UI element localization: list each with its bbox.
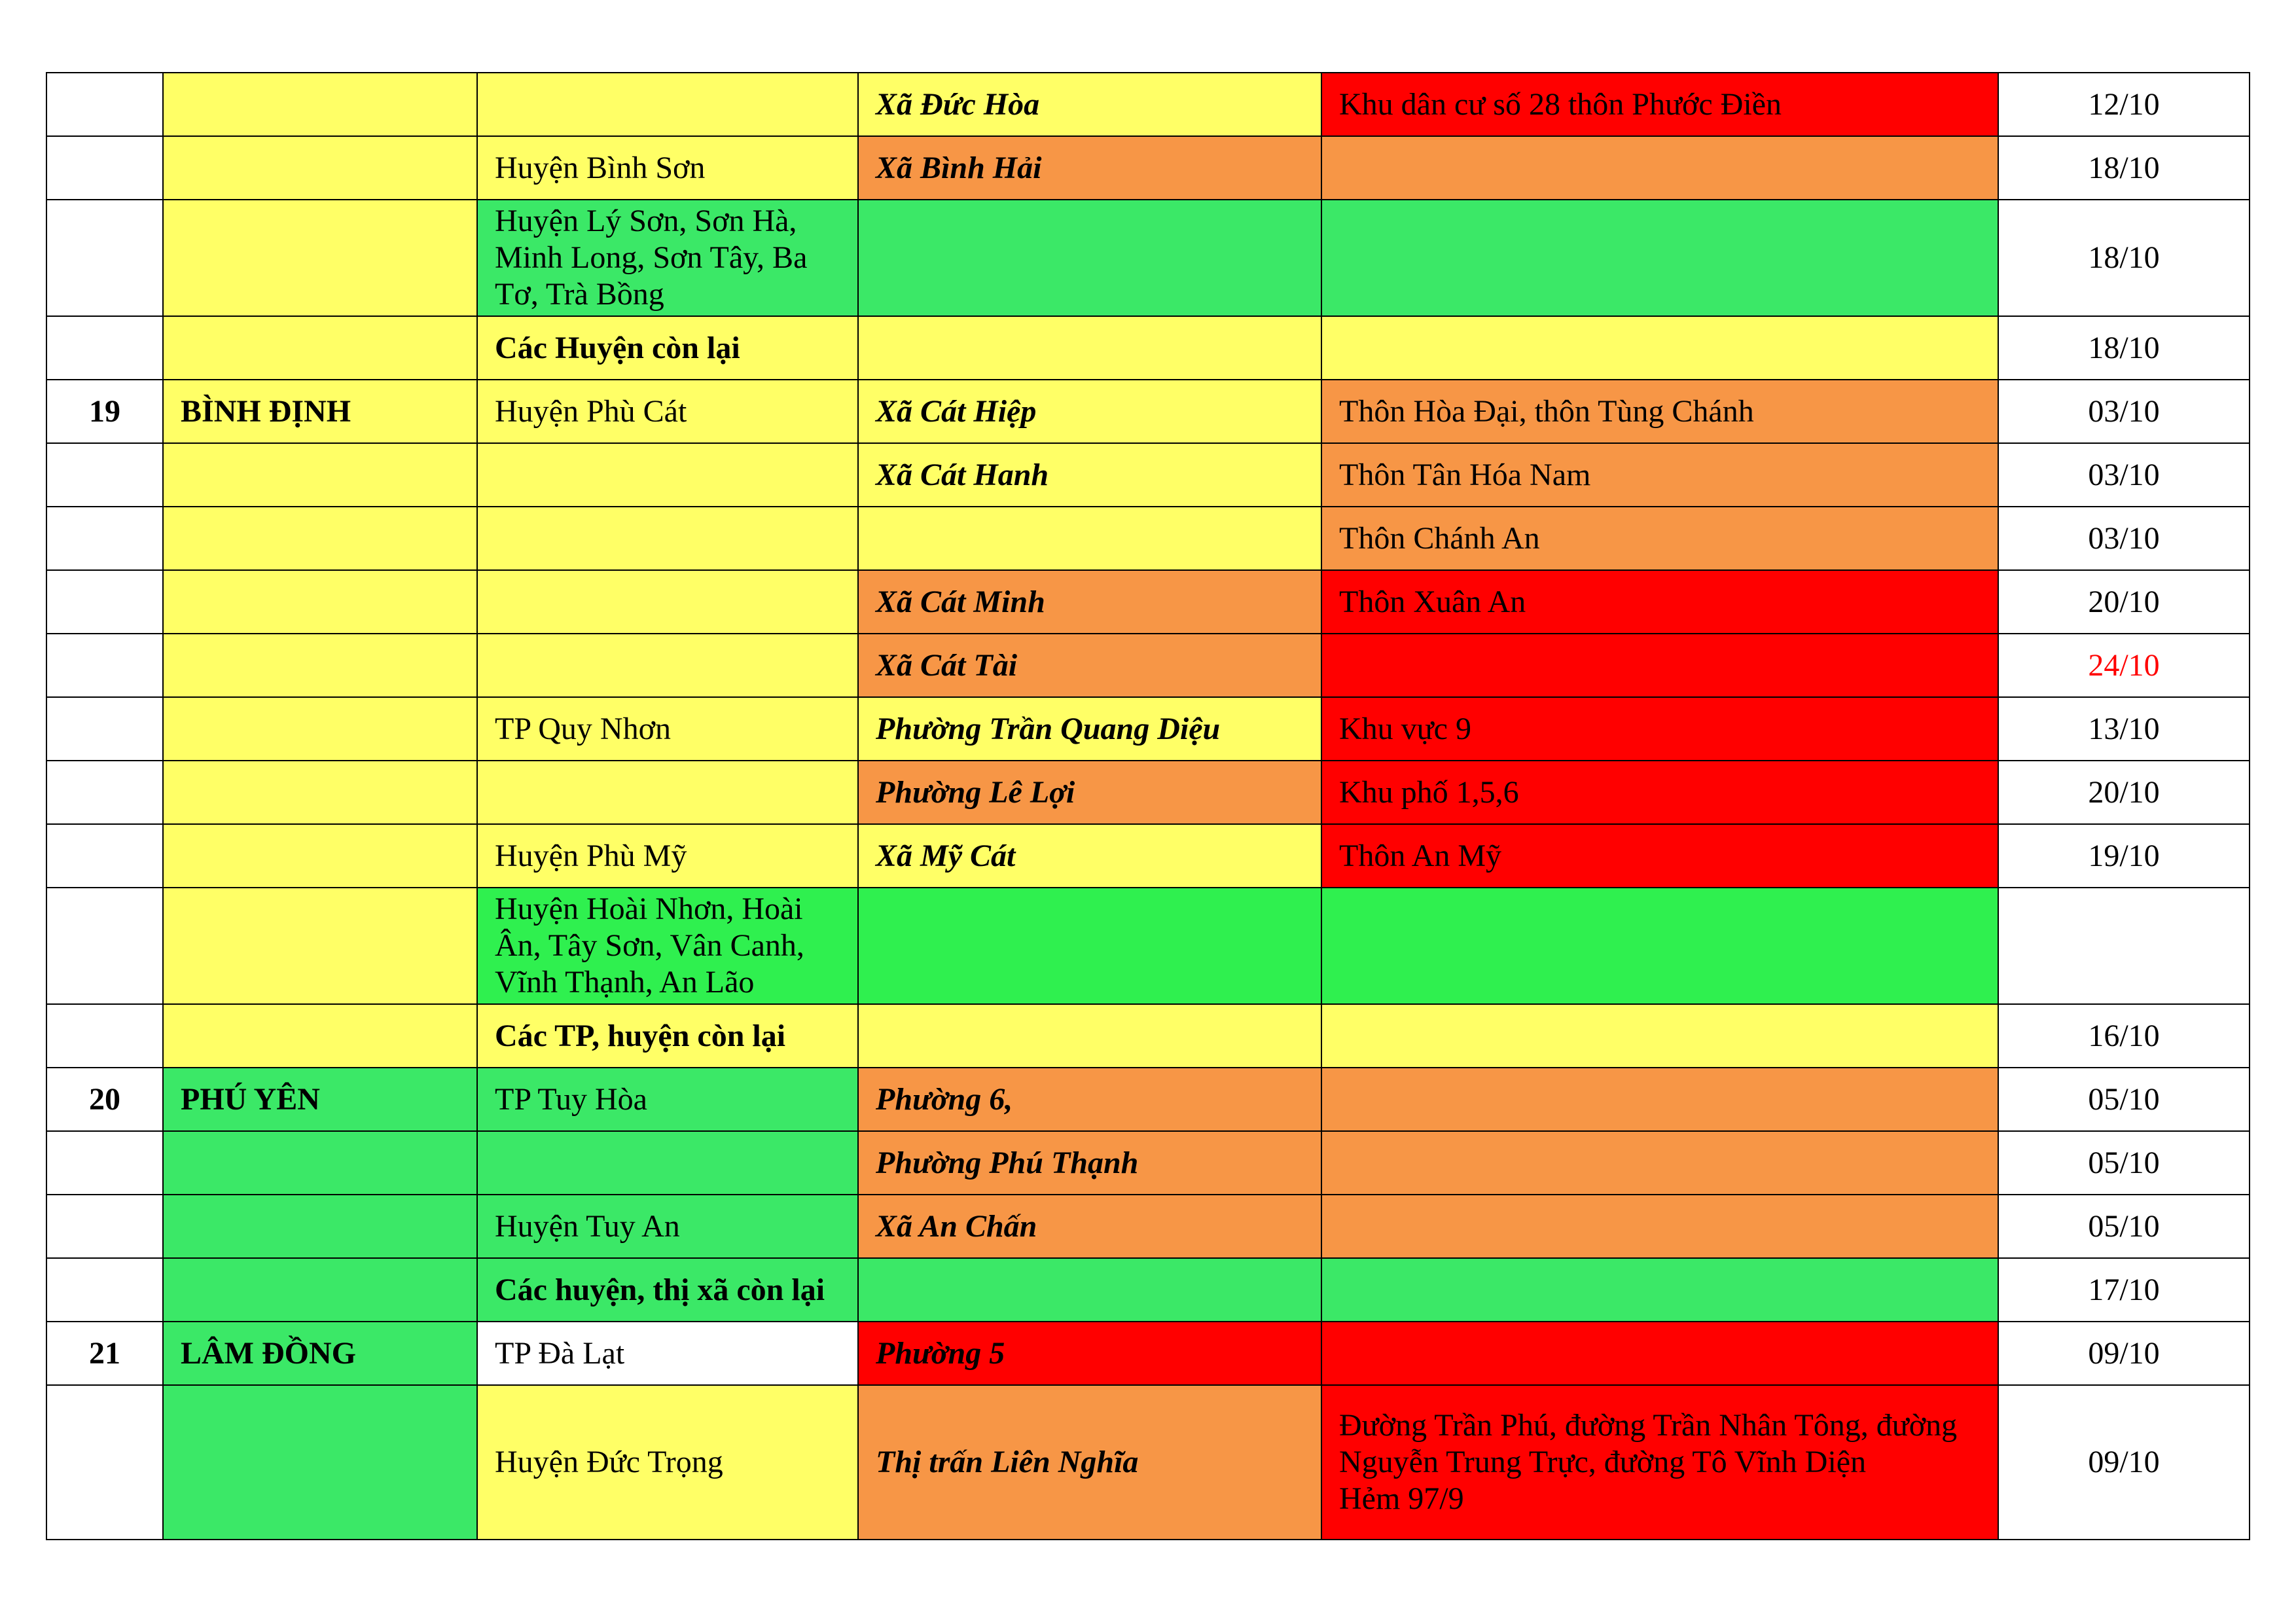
area-cell (1321, 1258, 1998, 1322)
table-row (46, 697, 2250, 761)
area-cell: Khu dân cư số 28 thôn Phước Điền (1321, 73, 1998, 136)
area-cell: Khu phố 1,5,6 (1321, 761, 1998, 824)
date-cell: 19/10 (1998, 824, 2250, 888)
date-cell: 03/10 (1998, 380, 2250, 443)
commune-cell: Xã Đức Hòa (858, 73, 1321, 136)
province-cell (163, 1131, 477, 1195)
area-cell: Thôn Tân Hóa Nam (1321, 443, 1998, 507)
table-row (46, 380, 2250, 443)
commune-cell: Phường Trần Quang Diệu (858, 697, 1321, 761)
stt-cell (46, 73, 163, 136)
stt-cell (46, 507, 163, 570)
table-row (46, 1258, 2250, 1322)
area-cell (1321, 200, 1998, 316)
district-cell (477, 73, 858, 136)
district-cell: Huyện Phù Mỹ (477, 824, 858, 888)
date-cell: 09/10 (1998, 1322, 2250, 1385)
date-cell: 05/10 (1998, 1195, 2250, 1258)
area-cell: Thôn Chánh An (1321, 507, 1998, 570)
date-cell: 09/10 (1998, 1385, 2250, 1540)
district-cell: Huyện Hoài Nhơn, Hoài Ân, Tây Sơn, Vân Canh, Vĩnh Thạnh, An Lão (477, 888, 858, 1004)
province-cell (163, 73, 477, 136)
province-cell (163, 200, 477, 316)
stt-cell (46, 1258, 163, 1322)
area-cell: Thôn Hòa Đại, thôn Tùng Chánh (1321, 380, 1998, 443)
area-cell: Thôn An Mỹ (1321, 824, 1998, 888)
province-cell (163, 136, 477, 200)
province-cell: LÂM ĐỒNG (163, 1322, 477, 1385)
stt-cell (46, 316, 163, 380)
area-cell (1321, 1068, 1998, 1131)
province-cell (163, 570, 477, 634)
district-cell (477, 634, 858, 697)
commune-cell (858, 888, 1321, 1004)
date-cell (1998, 888, 2250, 1004)
stt-cell (46, 697, 163, 761)
area-cell (1321, 316, 1998, 380)
commune-cell: Phường 5 (858, 1322, 1321, 1385)
table-row (46, 1195, 2250, 1258)
district-cell (477, 1131, 858, 1195)
province-cell (163, 824, 477, 888)
province-cell (163, 697, 477, 761)
date-cell: 03/10 (1998, 443, 2250, 507)
district-cell: Huyện Lý Sơn, Sơn Hà, Minh Long, Sơn Tây, Ba Tơ, Trà Bồng (477, 200, 858, 316)
date-cell: 16/10 (1998, 1004, 2250, 1068)
area-cell: Khu vực 9 (1321, 697, 1998, 761)
stt-cell (46, 443, 163, 507)
table-row (46, 1068, 2250, 1131)
province-cell (163, 507, 477, 570)
province-cell (163, 761, 477, 824)
district-cell: Huyện Bình Sơn (477, 136, 858, 200)
commune-cell: Thị trấn Liên Nghĩa (858, 1385, 1321, 1540)
province-cell (163, 888, 477, 1004)
area-cell (1321, 1131, 1998, 1195)
stt-cell: 21 (46, 1322, 163, 1385)
table-row (46, 570, 2250, 634)
province-cell (163, 1385, 477, 1540)
table-row (46, 761, 2250, 824)
commune-cell: Xã Cát Tài (858, 634, 1321, 697)
date-cell: 20/10 (1998, 761, 2250, 824)
table-row (46, 1004, 2250, 1068)
commune-cell (858, 1258, 1321, 1322)
area-cell (1321, 1322, 1998, 1385)
district-cell: Các Huyện còn lại (477, 316, 858, 380)
district-cell: Huyện Tuy An (477, 1195, 858, 1258)
table-row (46, 1131, 2250, 1195)
stt-cell (46, 1385, 163, 1540)
commune-cell (858, 507, 1321, 570)
commune-cell: Xã Cát Minh (858, 570, 1321, 634)
stt-cell (46, 136, 163, 200)
table-row (46, 824, 2250, 888)
province-cell: BÌNH ĐỊNH (163, 380, 477, 443)
district-cell: Các TP, huyện còn lại (477, 1004, 858, 1068)
province-cell (163, 443, 477, 507)
table-row (46, 1385, 2250, 1540)
table-row (46, 73, 2250, 136)
province-cell (163, 316, 477, 380)
stt-cell (46, 888, 163, 1004)
date-cell: 24/10 (1998, 634, 2250, 697)
date-cell: 03/10 (1998, 507, 2250, 570)
district-cell (477, 570, 858, 634)
district-cell: TP Quy Nhơn (477, 697, 858, 761)
date-cell: 18/10 (1998, 200, 2250, 316)
table-row (46, 136, 2250, 200)
stt-cell (46, 634, 163, 697)
commune-cell (858, 316, 1321, 380)
area-cell: Thôn Xuân An (1321, 570, 1998, 634)
area-cell (1321, 888, 1998, 1004)
area-cell (1321, 136, 1998, 200)
stt-cell (46, 1131, 163, 1195)
district-cell (477, 507, 858, 570)
commune-cell: Xã An Chấn (858, 1195, 1321, 1258)
commune-cell (858, 200, 1321, 316)
table-row (46, 443, 2250, 507)
area-line: Hẻm 97/9 (1339, 1481, 1464, 1516)
commune-cell (858, 1004, 1321, 1068)
stt-cell (46, 824, 163, 888)
table-row (46, 888, 2250, 1004)
date-cell: 05/10 (1998, 1131, 2250, 1195)
table-row (46, 200, 2250, 316)
district-cell (477, 443, 858, 507)
area-cell (1321, 1385, 1998, 1540)
stt-cell: 20 (46, 1068, 163, 1131)
table-row (46, 1322, 2250, 1385)
province-cell: PHÚ YÊN (163, 1068, 477, 1131)
area-cell (1321, 1195, 1998, 1258)
table-row (46, 507, 2250, 570)
date-cell: 18/10 (1998, 136, 2250, 200)
district-cell: TP Tuy Hòa (477, 1068, 858, 1131)
province-cell (163, 1195, 477, 1258)
commune-cell: Phường Phú Thạnh (858, 1131, 1321, 1195)
date-cell: 12/10 (1998, 73, 2250, 136)
risk-zone-table (46, 72, 2250, 1540)
province-cell (163, 1258, 477, 1322)
district-cell: TP Đà Lạt (477, 1322, 858, 1385)
province-cell (163, 1004, 477, 1068)
stt-cell (46, 200, 163, 316)
stt-cell (46, 761, 163, 824)
date-cell: 18/10 (1998, 316, 2250, 380)
area-line: Đường Trần Phú, đường Trần Nhân Tông, đường Nguyễn Trung Trực, đường Tô Vĩnh Diện (1339, 1408, 1958, 1479)
commune-cell: Xã Bình Hải (858, 136, 1321, 200)
stt-cell: 19 (46, 380, 163, 443)
area-cell (1321, 1004, 1998, 1068)
stt-cell (46, 570, 163, 634)
table-row (46, 634, 2250, 697)
date-cell: 17/10 (1998, 1258, 2250, 1322)
commune-cell: Xã Cát Hanh (858, 443, 1321, 507)
area-cell (1321, 634, 1998, 697)
commune-cell: Xã Mỹ Cát (858, 824, 1321, 888)
stt-cell (46, 1004, 163, 1068)
date-cell: 05/10 (1998, 1068, 2250, 1131)
district-cell (477, 761, 858, 824)
district-cell: Huyện Đức Trọng (477, 1385, 858, 1540)
commune-cell: Phường 6, (858, 1068, 1321, 1131)
commune-cell: Xã Cát Hiệp (858, 380, 1321, 443)
table-row (46, 316, 2250, 380)
stt-cell (46, 1195, 163, 1258)
province-cell (163, 634, 477, 697)
date-cell: 13/10 (1998, 697, 2250, 761)
district-cell: Các huyện, thị xã còn lại (477, 1258, 858, 1322)
date-cell: 20/10 (1998, 570, 2250, 634)
commune-cell: Phường Lê Lợi (858, 761, 1321, 824)
district-cell: Huyện Phù Cát (477, 380, 858, 443)
